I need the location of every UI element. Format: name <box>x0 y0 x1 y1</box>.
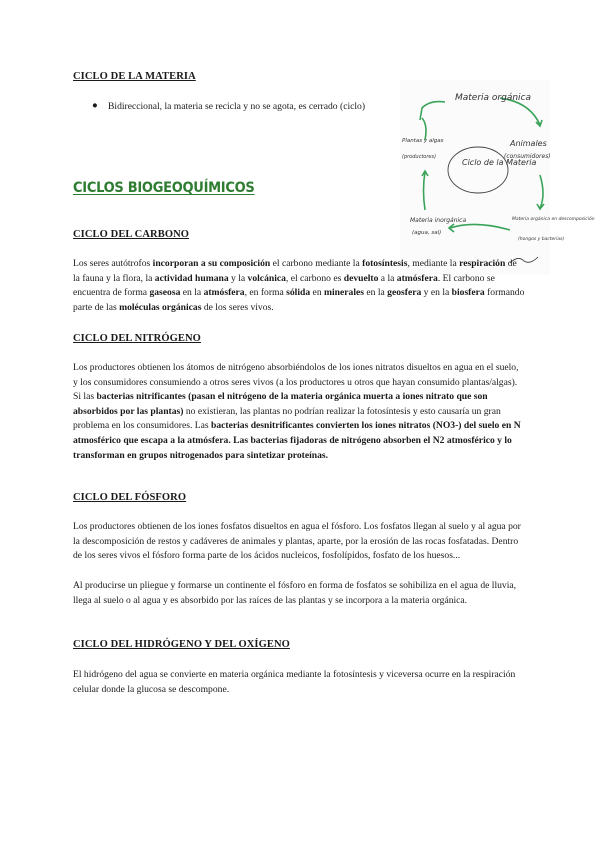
carbono-heading: CICLO DEL CARBONO <box>73 229 190 240</box>
diagram-plants-label: Plantas y algas <box>402 138 444 144</box>
bullet-dot: ● <box>92 100 98 111</box>
diagram-plants-sub: (productores) <box>402 154 437 160</box>
fosforo-heading: CICLO DEL FÓSFORO <box>73 492 187 503</box>
diagram-center-label: Ciclo de la Materia <box>462 158 537 167</box>
materia-heading: CICLO DE LA MATERIA <box>73 71 196 82</box>
diagram-animals-sub: (consumidores) <box>504 153 551 160</box>
diagram-inorganic-sub: (agua, sal) <box>412 230 442 236</box>
fosforo-paragraph-2: Al producirse un pliegue y formarse un continente el fósforo en forma de fosfatos se sohibiliza en el agua de lluvia, llega al suelo o al agua y es absorbido por las raíces de las plantas y se incorpora a la materia orgánica. <box>73 580 517 606</box>
matter-cycle-diagram <box>400 80 595 275</box>
carbono-paragraph: Los seres autótrofos incorporan a su composición el carbono mediante la fotosíntesis, mediante la respiración de la fauna y la flora, la actividad humana y la volcánica, el carbono es devuelto a la atmósfera. El carbono se encuentra de forma gaseosa en la atmósfera, en forma sólida en minerales en la geosfera y en la biosfera formando parte de las moléculas orgánicas de los seres vivos. <box>73 258 525 313</box>
nitrogeno-paragraph: Los productores obtienen los átomos de nitrógeno absorbiéndolos de los iones nitratos disueltos en agua en el suelo, y los consumidores consumiendo a otros seres vivos (a los productores u otros que hayan consumido plantas/algas). Si las bacterias nitrificantes (pasan el nitrógeno de la materia orgánica muerta a iones nitrato que son absorbidos por las plantas) no existieran, las plantas no podrían realizar la fotosíntesis y esto causaría un gran problema en los consumidores. Las bacterias desnitrificantes convierten los iones nitratos (NO3-) del suelo en N atmosférico que escapa a la atmósfera. Las bacterias fijadoras de nitrógeno absorben el N2 atmosférico y lo transforman en grupos nitrogenados para sintetizar proteínas. <box>73 362 521 461</box>
diagram-inorganic-label: Materia inorgánica <box>410 217 467 224</box>
diagram-animals-label: Animales <box>510 139 547 148</box>
ciclos-heading: CICLOS BIOGEOQUÍMICOS <box>73 180 255 196</box>
diagram-top-label: Materia orgánica <box>455 93 532 103</box>
diagram-decomp-label: Materia orgánica en descomposición <box>512 217 595 222</box>
fosforo-paragraph-1: Los productores obtienen de los iones fosfatos disueltos en agua el fósforo. Los fosfatos llegan al suelo y al agua por la descomposición de restos y cadáveres de animales y plantas, aparte, por la erosión de las rocas fosfatadas. Dentro de los seres vivos el fósforo forma parte de los ácidos nucleicos, fosfolípidos, fosfato de los huesos... <box>73 521 521 562</box>
materia-bullet-text: Bidireccional, la materia se recicla y no se agota, es cerrado (ciclo) <box>108 101 366 112</box>
diagram-decomp-sub: (hongos y bacterias) <box>518 237 565 242</box>
hidrogeno-heading: CICLO DEL HIDRÓGENO Y DEL OXÍGENO <box>73 639 290 650</box>
hidrogeno-paragraph: El hidrógeno del agua se convierte en materia orgánica mediante la fotosíntesis y viceversa ocurre en la respiración celular donde la glucosa se descompone. <box>73 669 516 695</box>
nitrogeno-heading: CICLO DEL NITRÓGENO <box>73 333 201 344</box>
